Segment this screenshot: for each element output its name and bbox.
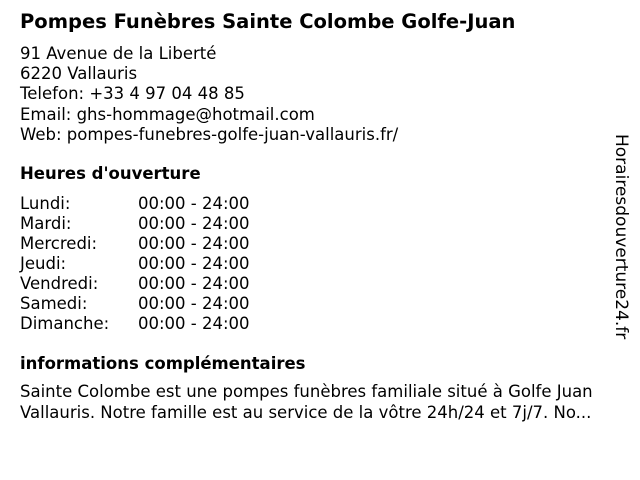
day-label: Mardi: [20,214,72,233]
day-label: Dimanche: [20,314,110,333]
hours-row-wednesday [20,234,280,254]
email-address[interactable]: Email: ghs-hommage@hotmail.com [20,104,315,124]
time-range: 00:00 - 24:00 [138,274,250,293]
time-range: 00:00 - 24:00 [138,254,250,273]
hours-row-tuesday [20,214,280,234]
hours-row-thursday [20,254,280,274]
time-range: 00:00 - 24:00 [138,294,250,313]
day-label: Lundi: [20,194,71,213]
day-label: Mercredi: [20,234,98,253]
hours-row-sunday [20,314,280,334]
description [20,381,630,423]
hours-row-saturday [20,294,280,314]
site-watermark: Horairesdouverture24.fr [611,134,631,340]
business-name: Pompes Funèbres Sainte Colombe Golfe-Juan [20,10,516,33]
time-range: 00:00 - 24:00 [138,314,250,333]
website-link[interactable]: Web: pompes-funebres-golfe-juan-vallauris.fr/ [20,124,399,144]
day-label: Samedi: [20,294,88,313]
day-label: Jeudi: [20,254,67,273]
street-address: 91 Avenue de la Liberté [20,44,217,63]
time-range: 00:00 - 24:00 [138,194,250,213]
hours-row-monday [20,194,280,214]
phone-number[interactable]: Telefon: +33 4 97 04 48 85 [20,84,245,104]
opening-hours-heading: Heures d'ouverture [20,164,201,183]
description-line-2: Vallauris. Notre famille est au service de la vôtre 24h/24 et 7j/7. No... [20,403,592,422]
time-range: 00:00 - 24:00 [138,214,250,233]
opening-hours-table [20,194,280,334]
description-line-1: Sainte Colombe est une pompes funèbres familiale situé à Golfe Juan [20,382,593,401]
address-block [20,44,398,145]
city: 6220 Vallauris [20,64,138,84]
day-label: Vendredi: [20,274,99,293]
time-range: 00:00 - 24:00 [138,234,250,253]
hours-row-friday [20,274,280,294]
additional-info-heading: informations complémentaires [20,354,306,373]
